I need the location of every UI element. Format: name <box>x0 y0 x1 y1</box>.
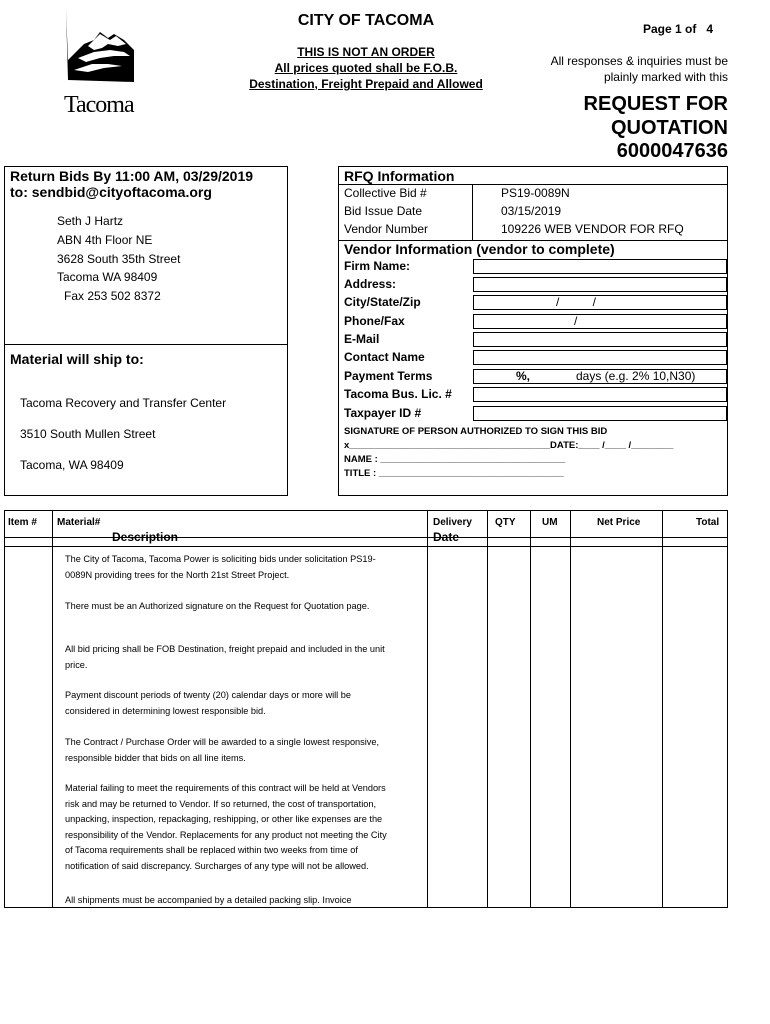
vendor-info-heading: Vendor Information (vendor to complete) <box>344 241 615 257</box>
tacoma-logo <box>64 10 136 118</box>
material-number-header: Material# <box>57 517 101 528</box>
date-header: Date <box>433 530 460 544</box>
page-label: Page 1 of <box>643 22 697 36</box>
vendor-number-label: Vendor Number <box>344 222 429 236</box>
city-state-zip-label: City/State/Zip <box>344 295 421 309</box>
collective-bid-label: Collective Bid # <box>344 186 427 200</box>
rfq-title-2: QUOTATION <box>610 117 728 139</box>
total-header: Total <box>696 517 720 528</box>
firm-name-field[interactable] <box>473 259 727 274</box>
ship-to-city: Tacoma, WA 98409 <box>20 458 124 472</box>
paragraph-fob: All bid pricing shall be FOB Destination, freight prepaid and included in the unit price. <box>65 644 385 670</box>
contact-name-field[interactable] <box>473 350 727 365</box>
return-bids-deadline: Return Bids By 11:00 AM, 03/29/2019 <box>10 168 254 184</box>
phone-fax-separator: / <box>574 314 578 328</box>
bid-issue-date-value: 03/15/2019 <box>501 204 562 218</box>
taxpayer-id-field[interactable] <box>473 406 727 421</box>
rfq-title-1: REQUEST FOR <box>583 93 728 115</box>
buyer-street: 3628 South 35th Street <box>57 252 181 266</box>
address-field[interactable] <box>473 277 727 292</box>
rfq-number: 6000047636 <box>616 140 728 162</box>
bid-issue-date-label: Bid Issue Date <box>344 204 423 218</box>
responses-notice-1: All responses & inquiries must be <box>550 54 728 68</box>
logo-wordmark: Tacoma <box>64 92 134 118</box>
city-title: CITY OF TACOMA <box>297 12 435 29</box>
payment-terms-label: Payment Terms <box>344 369 433 383</box>
item-number-header: Item # <box>8 517 37 528</box>
business-license-label: Tacoma Bus. Lic. # <box>344 387 452 401</box>
signature-line[interactable]: x______________________________________DATE:____ /____ /________ <box>344 440 674 451</box>
not-an-order-notice: THIS IS NOT AN ORDER <box>297 45 435 59</box>
page-indicator <box>643 22 713 36</box>
collective-bid-value: PS19-0089N <box>501 186 570 200</box>
destination-notice: Destination, Freight Prepaid and Allowed <box>249 77 483 91</box>
mountain-logo-icon <box>64 10 136 90</box>
email-field[interactable] <box>473 332 727 347</box>
ship-to-heading: Material will ship to: <box>10 351 144 367</box>
city-state-zip-field[interactable] <box>473 295 727 310</box>
net-price-header: Net Price <box>597 517 641 528</box>
firm-name-label: Firm Name: <box>344 259 411 273</box>
buyer-name: Seth J Hartz <box>57 214 124 228</box>
signer-title-line[interactable]: TITLE : ___________________________________ <box>344 468 564 479</box>
vendor-number-value: 109226 WEB VENDOR FOR RFQ <box>501 222 684 236</box>
paragraph-discount: Payment discount periods of twenty (20) calendar days or more will be considered in determining lowest responsible bid. <box>65 690 351 716</box>
phone-fax-field[interactable] <box>473 314 727 329</box>
delivery-header: Delivery <box>433 517 472 528</box>
phone-fax-label: Phone/Fax <box>344 314 405 328</box>
ship-to-street: 3510 South Mullen Street <box>20 427 156 441</box>
fob-notice: All prices quoted shall be F.O.B. <box>274 61 458 75</box>
paragraph-solicitation: The City of Tacoma, Tacoma Power is soliciting bids under solicitation PS19-0089N providing trees for the North 21st Street Project. <box>65 554 376 580</box>
paragraph-returns: Material failing to meet the requirements of this contract will be held at Vendors risk and may be returned to Vendor. If so returned, the cost of transportation, unpacking, inspection, repackaging, reshipping, or other like expenses are the responsibility of the Vendor. Replacements for any product not meeting the City of Tacoma requirements shall be replaced within two weeks from time of notification of said discrepancy. Surcharges of any type will not be allowed. <box>65 783 387 871</box>
paragraph-signature: There must be an Authorized signature on the Request for Quotation page. <box>65 601 370 611</box>
responses-notice-2: plainly marked with this <box>603 70 728 84</box>
business-license-field[interactable] <box>473 387 727 402</box>
buyer-fax: Fax 253 502 8372 <box>64 289 161 303</box>
um-header: UM <box>542 517 558 528</box>
signer-name-line[interactable]: NAME : ___________________________________ <box>344 454 566 465</box>
buyer-city: Tacoma WA 98409 <box>57 270 158 284</box>
paragraph-award: The Contract / Purchase Order will be awarded to a single lowest responsive, responsible bidder that bids on all line items. <box>65 737 380 763</box>
city-state-zip-separators: / / <box>556 295 597 309</box>
description-header: Description <box>112 530 179 544</box>
return-bids-email: to: sendbid@cityoftacoma.org <box>10 184 212 200</box>
payment-terms-field[interactable] <box>473 369 727 384</box>
ship-to-name: Tacoma Recovery and Transfer Center <box>20 396 227 410</box>
payment-percent: %, <box>516 369 531 383</box>
contact-name-label: Contact Name <box>344 350 425 364</box>
qty-header: QTY <box>495 517 516 528</box>
payment-days: days (e.g. 2% 10,N30) <box>576 369 696 383</box>
return-bids-box <box>4 166 288 496</box>
rfq-info-heading: RFQ Information <box>344 168 455 184</box>
address-label: Address: <box>344 277 397 291</box>
taxpayer-id-label: Taxpayer ID # <box>344 406 422 420</box>
page-total: 4 <box>706 22 714 36</box>
buyer-office: ABN 4th Floor NE <box>57 233 153 247</box>
paragraph-shipments: All shipments must be accompanied by a detailed packing slip. Invoice <box>65 895 352 905</box>
email-label: E-Mail <box>344 332 380 346</box>
signature-heading: SIGNATURE OF PERSON AUTHORIZED TO SIGN THIS BID <box>344 426 608 437</box>
